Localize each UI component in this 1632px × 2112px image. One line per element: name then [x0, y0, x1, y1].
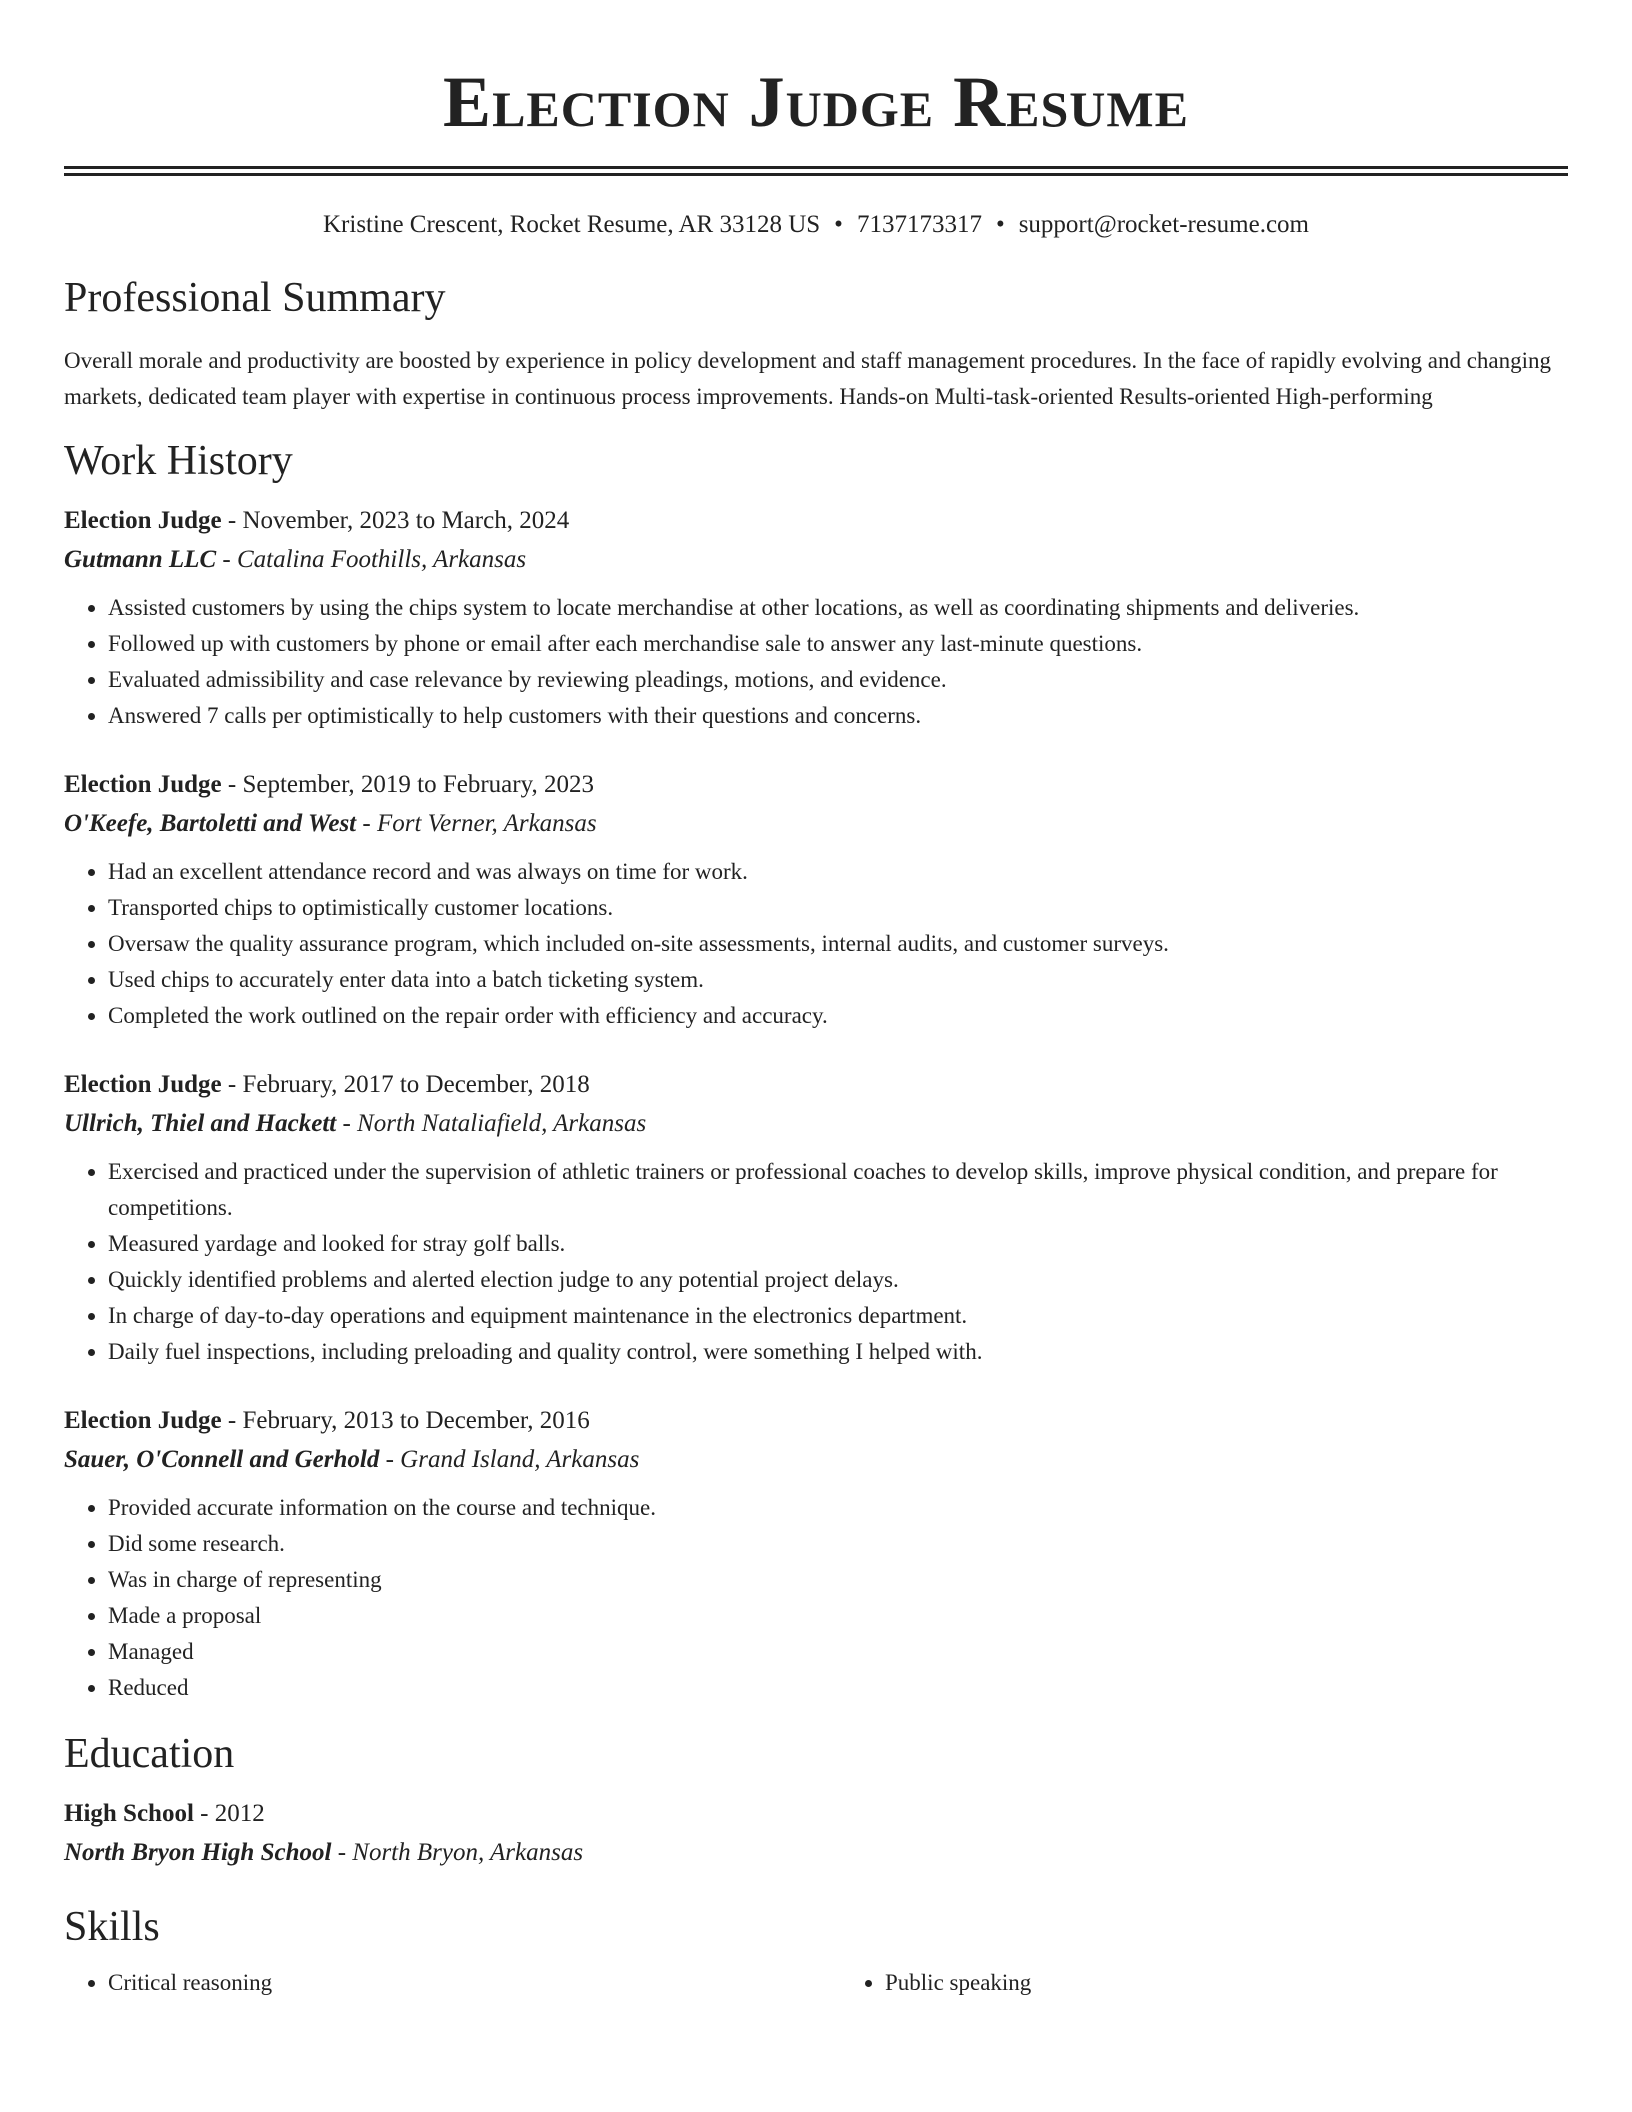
contact-address: Kristine Crescent, Rocket Resume, AR 33128 US — [323, 211, 821, 238]
degree-line — [64, 1795, 1568, 1833]
job-title: Election Judge — [64, 507, 222, 534]
separator-dot: • — [834, 211, 843, 238]
company-line — [64, 1104, 1568, 1144]
list-item: • Provided accurate information on the course and technique. — [108, 1490, 1568, 1526]
graduation-year: - 2012 — [193, 1800, 265, 1827]
summary-section — [64, 272, 1568, 415]
job-entry — [64, 1402, 1568, 1706]
job-bullets — [64, 590, 1568, 734]
company-name: Gutmann LLC — [64, 546, 217, 573]
contact-email: support@rocket-resume.com — [1018, 211, 1309, 238]
summary-text: Overall morale and productivity are boosted by experience in policy development and staff management procedures. In the face of rapidly evolving and changing markets, dedicated team player with expertise in continuous process improvements. Hands-on Multi-task-oriented Results-oriented High-performing — [64, 348, 1552, 409]
work-history-section — [64, 435, 1568, 1706]
company-line — [64, 540, 1568, 580]
job-title-line — [64, 1402, 1568, 1440]
job-title: Election Judge — [64, 1071, 222, 1098]
job-bullets — [64, 1154, 1568, 1370]
job-dates: - September, 2019 to February, 2023 — [221, 771, 594, 798]
company-line — [64, 804, 1568, 844]
company-location: - North Nataliafield, Arkansas — [336, 1110, 647, 1137]
job-entry — [64, 766, 1568, 1034]
job-entry — [64, 502, 1568, 734]
job-bullets — [64, 854, 1568, 1034]
school-name: North Bryon High School — [64, 1839, 332, 1866]
list-item: • In charge of day-to-day operations and equipment maintenance in the electronics department. — [108, 1298, 1568, 1334]
company-name: Ullrich, Thiel and Hackett — [64, 1110, 337, 1137]
job-dates: - November, 2023 to March, 2024 — [221, 507, 570, 534]
list-item: • Measured yardage and looked for stray golf balls. — [108, 1226, 1568, 1262]
separator-dot: • — [995, 211, 1005, 238]
education-heading: Education — [64, 1731, 235, 1777]
company-name: Sauer, O'Connell and Gerhold — [64, 1446, 380, 1473]
list-item: • Completed the work outlined on the repair order with efficiency and accuracy. — [108, 998, 1568, 1034]
skills-right-list — [841, 1965, 1568, 2001]
job-dates: - February, 2013 to December, 2016 — [221, 1407, 590, 1434]
work-history-heading: Work History — [64, 438, 293, 484]
education-section — [64, 1728, 1568, 1873]
job-title-line — [64, 766, 1568, 804]
list-item: • Had an excellent attendance record and was always on time for work. — [108, 854, 1568, 890]
skills-left-list — [64, 1965, 791, 2001]
job-title: Election Judge — [64, 771, 222, 798]
skills-heading: Skills — [64, 1904, 160, 1950]
job-entry — [64, 1066, 1568, 1370]
job-bullets — [64, 1490, 1568, 1706]
list-item: • Daily fuel inspections, including preloading and quality control, were something I helped with. — [108, 1334, 1568, 1370]
company-name: O'Keefe, Bartoletti and West — [64, 810, 357, 837]
skill-item: • Critical reasoning — [108, 1965, 791, 2001]
list-item: • Was in charge of representing — [108, 1562, 1568, 1598]
list-item: • Did some research. — [108, 1526, 1568, 1562]
school-line — [64, 1833, 1568, 1873]
page-title: Election Judge Resume — [443, 62, 1189, 142]
title-divider — [64, 166, 1568, 176]
skills-grid — [64, 1965, 1568, 2001]
degree: High School — [64, 1800, 194, 1827]
list-item: • Transported chips to optimistically customer locations. — [108, 890, 1568, 926]
school-location: - North Bryon, Arkansas — [331, 1839, 584, 1866]
job-title-line — [64, 1066, 1568, 1104]
list-item: • Exercised and practiced under the supervision of athletic trainers or professional coaches to develop skills, improve physical condition, and prepare for competitions. — [108, 1154, 1568, 1226]
contact-phone: 7137173317 — [856, 211, 982, 238]
company-location: - Grand Island, Arkansas — [379, 1446, 640, 1473]
list-item: • Assisted customers by using the chips system to locate merchandise at other locations, as well as coordinating shipments and deliveries. — [108, 590, 1568, 626]
skill-item: • Public speaking — [885, 1965, 1568, 2001]
job-dates: - February, 2017 to December, 2018 — [221, 1071, 590, 1098]
list-item: • Answered 7 calls per optimistically to help customers with their questions and concerns. — [108, 698, 1568, 734]
list-item: • Managed — [108, 1634, 1568, 1670]
company-line — [64, 1440, 1568, 1480]
job-title: Election Judge — [64, 1407, 222, 1434]
summary-heading: Professional Summary — [64, 275, 446, 321]
job-title-line — [64, 502, 1568, 540]
list-item: • Used chips to accurately enter data into a batch ticketing system. — [108, 962, 1568, 998]
skills-section — [64, 1901, 1568, 2001]
list-item: • Followed up with customers by phone or email after each merchandise sale to answer any last-minute questions. — [108, 626, 1568, 662]
list-item: • Made a proposal — [108, 1598, 1568, 1634]
list-item: • Oversaw the quality assurance program, which included on-site assessments, internal audits, and customer surveys. — [108, 926, 1568, 962]
list-item: • Evaluated admissibility and case relevance by reviewing pleadings, motions, and evidence. — [108, 662, 1568, 698]
company-location: - Fort Verner, Arkansas — [356, 810, 597, 837]
list-item: • Reduced — [108, 1670, 1568, 1706]
company-location: - Catalina Foothills, Arkansas — [216, 546, 527, 573]
list-item: • Quickly identified problems and alerted election judge to any potential project delays. — [108, 1262, 1568, 1298]
contact-line — [64, 209, 1568, 241]
